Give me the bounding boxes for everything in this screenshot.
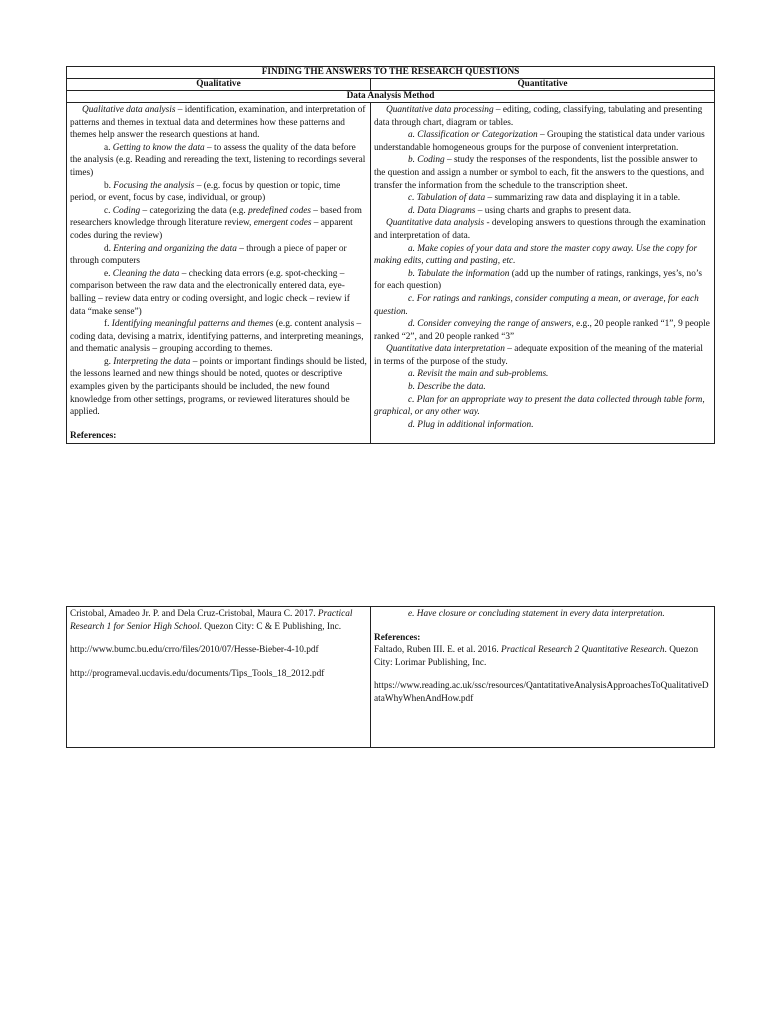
quant-interp-b [374,381,711,394]
term: Focusing the analysis [113,180,195,191]
quant-item-a [374,129,711,154]
table-title: FINDING THE ANSWERS TO THE RESEARCH QUESTIONS [67,67,715,79]
references-heading: References: [70,430,117,441]
quant-interp-a [374,368,711,381]
qual-item-f [70,318,367,356]
quant-references-label [374,632,711,645]
term: c. Plan for an appropriate way to present the data collected through table form, graphical, or any other way. [374,394,705,418]
text: – categorizing the data (e.g. [140,205,249,216]
term: Quantitative data processing [386,105,494,115]
text: – based from researchers knowledge through literature review, [70,205,362,229]
qualitative-header: Qualitative [67,79,371,91]
text: – editing, coding, classifying, tabulating and presenting data through chart, diagram or tables. [374,105,703,128]
qual-item-g [70,356,367,419]
text: – identification, examination, and interpretation of patterns and themes in textual data and determines how these patterns and themes help answer the research questions at hand. [70,105,366,141]
text: – through a piece of paper or through computers [70,243,347,267]
qual-references-label [70,430,367,443]
quant-item-d [374,205,711,218]
term: Coding [112,205,141,216]
term: d. Data Diagrams [408,205,476,216]
quant-item-b [374,154,711,192]
spacer [374,621,711,632]
qual-item-e [70,268,367,318]
text: – apparent codes during the review) [70,218,353,241]
right-references-cell [371,607,715,748]
left-references-cell [67,607,371,748]
term: emergent codes [253,218,312,229]
text: – study the responses of the respondents, list the possible answer to the question and assign a number or symbol to each, fit the answers to the questions, and transfer the information from the schedule to the transcription sheet. [374,155,704,191]
quant-analysis [374,217,711,242]
term: b. Coding [408,155,445,166]
section-title: Data Analysis Method [67,91,715,103]
column-header-row [67,79,715,91]
qualitative-cell [67,103,371,444]
term: Qualitative data analysis [82,105,176,115]
term: a. Classification or Categorization [408,130,538,141]
reference-faltado [374,644,711,669]
section-row [67,91,715,103]
term: e. Have closure or concluding statement in every data interpretation. [408,609,665,619]
term: predefined codes [248,205,311,216]
book-title: Practical Research 2 Quantitative Research [501,645,665,656]
text: – using charts and graphs to present data. [475,205,632,216]
quant-analysis-c [374,293,711,318]
text: – points or important findings should be listed, the lessons learned and new things should be noted, quotes or descriptive examples given by the participants should be included, the new found knowledge from other settings, programs, or reviewed literatures should be applied. [70,356,367,418]
text: . Quezon City: C & E Publishing, Inc. [199,621,342,632]
prefix: b. [104,180,114,191]
quant-interpretation [374,343,711,368]
content-row [67,103,715,444]
term: b. Describe the data. [408,382,486,393]
text: (add up the number of ratings, rankings, yes’s, no’s for each question) [374,268,703,292]
references-heading: References: [374,632,421,643]
term: a. Revisit the main and sub-problems. [408,369,549,380]
text: – checking data errors (e.g. spot-checking – comparison between the raw data and the electronically entered data, eye-balling – review data entry or coding oversight, and logic check – review if data “make sense”) [70,268,350,317]
quant-analysis-a [374,243,711,268]
quant-interp-c [374,394,711,419]
term: d. Consider conveying the range of answers, [408,319,574,330]
term: Identifying meaningful patterns and themes [111,319,274,330]
prefix: g. [104,356,114,367]
quant-analysis-d [374,318,711,343]
qual-item-d [70,243,367,268]
term: Entering and organizing the data [113,243,237,254]
reference-url-reading[interactable]: https://www.reading.ac.uk/ssc/resources/QantatitativeAnalysisApproachesToQualitativeDataWhyWhenAndHow.pdf [374,681,709,704]
quant-interp-e [374,608,711,621]
references-row [67,607,715,748]
qual-item-a [70,142,367,180]
prefix: f. [104,319,112,330]
quant-processing [374,104,711,129]
term: Quantitative data interpretation [386,344,505,355]
text: – adequate exposition of the meaning of the material in terms of the purpose of the study. [374,344,703,367]
text: – to assess the quality of the data before the analysis (e.g. Reading and rereading the text, listening to recordings several times) [70,142,366,178]
text: (e.g. content analysis – coding data, devising a matrix, identifying patterns, and interpreting meanings, and thematic analysis – grouping according to themes. [70,319,364,355]
quant-item-c [374,192,711,205]
spacer [374,669,711,680]
reference-cristobal [70,608,367,633]
book-title: Practical Research 1 for Senior High School [70,609,353,632]
text: e.g., 20 people ranked “1”, 9 people ranked “2”, and 20 people ranked “3” [374,319,710,342]
qual-item-b [70,180,367,205]
text: – Grouping the statistical data under various understandable homogeneous groups for the purpose of convenient interpretation. [374,130,705,153]
research-questions-table [66,66,715,444]
term: a. Make copies of your data and store the master copy away. Use the copy for making edits, cutting and pasting, etc. [374,243,698,267]
quant-interp-d [374,419,711,432]
quantitative-cell [371,103,715,444]
term: d. Plug in additional information. [408,419,534,430]
table-title-row [67,67,715,79]
text: - developing answers to questions through the examination and interpretation of data. [374,218,706,241]
term: c. Tabulation of data [408,193,486,204]
qual-intro [70,104,367,142]
spacer [70,633,367,644]
spacer [70,419,367,430]
text: Faltado, Ruben III. E. et al. 2016. [374,645,502,656]
text: – summarizing raw data and displaying it in a table. [485,193,681,204]
quant-analysis-b [374,268,711,293]
quantitative-header: Quantitative [371,79,715,91]
text: – (e.g. focus by question or topic, time period, or event, focus by case, individual, or group) [70,180,341,204]
text: Cristobal, Amadeo Jr. P. and Dela Cruz-Cristobal, Maura C. 2017. [70,609,318,619]
term: c. For ratings and rankings, consider computing a mean, or average, for each question. [374,293,699,317]
reference-url-bumc[interactable]: http://www.bumc.bu.edu/crro/files/2010/07/Hesse-Bieber-4-10.pdf [70,645,319,656]
qual-item-c [70,205,367,243]
term: b. Tabulate the information [408,268,510,279]
prefix: e. [104,268,113,279]
text: . Quezon City: Lorimar Publishing, Inc. [374,645,699,668]
prefix: a. [104,142,113,153]
prefix: d. [104,243,114,254]
term: Quantitative data analysis [386,218,485,229]
term: Interpreting the data [113,356,191,367]
reference-url-ucdavis[interactable]: http://programeval.ucdavis.edu/documents/Tips_Tools_18_2012.pdf [70,668,325,679]
references-table [66,606,715,748]
prefix: c. [104,205,113,216]
term: Getting to know the data [112,142,205,153]
spacer [70,657,367,668]
term: Cleaning the data [112,268,180,279]
